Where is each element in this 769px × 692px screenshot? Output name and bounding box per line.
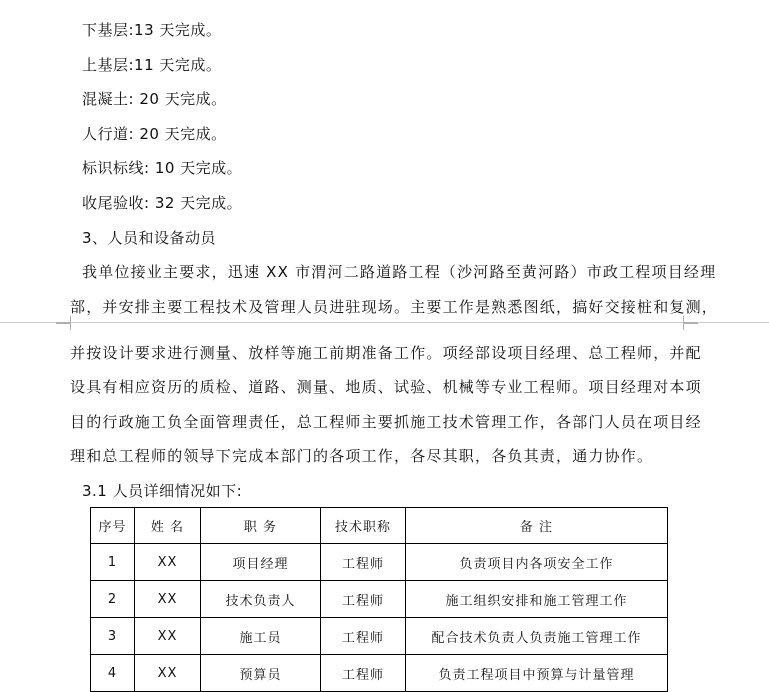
table-cell: 工程师: [321, 655, 406, 692]
section-heading: 3、人员和设备动员: [82, 229, 217, 247]
schedule-item: 混凝土: 20 天完成。: [82, 90, 227, 108]
page-break-divider: [0, 322, 769, 323]
table-cell: XX: [135, 544, 201, 581]
table-row: [91, 655, 668, 692]
paragraph-line: 设具有相应资历的质检、道路、测量、地质、试验、机械等专业工程师。项目经理对本项: [70, 378, 702, 396]
table-cell: 负责工程项目中预算与计量管理: [406, 655, 668, 692]
staff-table: [90, 507, 668, 692]
table-cell: 工程师: [321, 618, 406, 655]
paragraph-line: 目的行政施工负全面管理责任，总工程师主要抓施工技术管理工作，各部门人员在项目经: [70, 413, 702, 431]
page-corner-mark: [56, 323, 71, 330]
paragraph-line: 理和总工程师的领导下完成本部门的各项工作，各尽其职，各负其责，通力协作。: [70, 447, 654, 465]
table-cell: 施工组织安排和施工管理工作: [406, 581, 668, 618]
schedule-item: 人行道: 20 天完成。: [82, 125, 227, 143]
subsection-heading: 3.1 人员详细情况如下:: [82, 482, 243, 500]
column-header: 备 注: [406, 508, 668, 544]
table-cell: 1: [91, 544, 135, 581]
table-cell: XX: [135, 581, 201, 618]
page-corner-mark: [683, 316, 698, 323]
page-corner-mark: [56, 316, 71, 323]
page-corner-mark: [683, 323, 698, 330]
table-row: [91, 581, 668, 618]
table-cell: 3: [91, 618, 135, 655]
table-header-row: [91, 508, 668, 544]
table-row: [91, 544, 668, 581]
schedule-item: 收尾验收: 32 天完成。: [82, 194, 243, 212]
table-cell: XX: [135, 618, 201, 655]
schedule-item: 下基层:13 天完成。: [82, 21, 222, 39]
paragraph-line: 并按设计要求进行测量、放样等施工前期准备工作。项经部设项目经理、总工程师，并配: [70, 344, 702, 362]
table-row: [91, 618, 668, 655]
table-cell: 施工员: [201, 618, 321, 655]
table-cell: 配合技术负责人负责施工管理工作: [406, 618, 668, 655]
paragraph-line: 部，并安排主要工程技术及管理人员进驻现场。主要工作是熟悉图纸，搞好交接桩和复测，: [70, 298, 719, 316]
table-cell: XX: [135, 655, 201, 692]
table-cell: 技术负责人: [201, 581, 321, 618]
schedule-item: 标识标线: 10 天完成。: [82, 159, 243, 177]
column-header: 职 务: [201, 508, 321, 544]
schedule-item: 上基层:11 天完成。: [82, 56, 222, 74]
table-cell: 4: [91, 655, 135, 692]
column-header: 技术职称: [321, 508, 406, 544]
column-header: 序号: [91, 508, 135, 544]
table-cell: 2: [91, 581, 135, 618]
table-cell: 项目经理: [201, 544, 321, 581]
table-cell: 预算员: [201, 655, 321, 692]
table-cell: 负责项目内各项安全工作: [406, 544, 668, 581]
paragraph-line: 我单位接业主要求，迅速 XX 市渭河二路道路工程（沙河路至黄河路）市政工程项目经理: [82, 263, 717, 281]
table-cell: 工程师: [321, 581, 406, 618]
column-header: 姓 名: [135, 508, 201, 544]
table-cell: 工程师: [321, 544, 406, 581]
